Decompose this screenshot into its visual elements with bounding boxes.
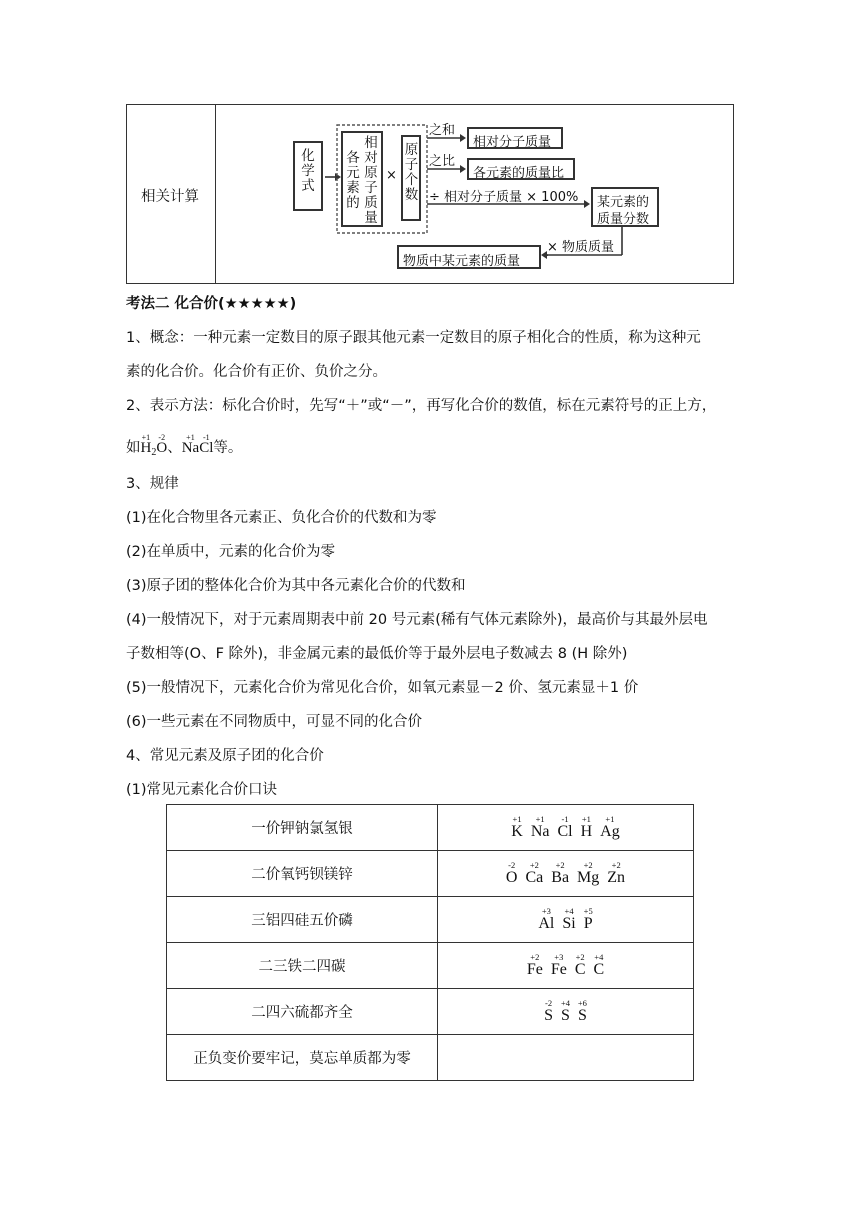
element-symbol: H	[580, 823, 593, 840]
rule-2: (2)在单质中，元素的化合价为零	[126, 544, 336, 560]
table-row	[167, 897, 694, 943]
chemical-formula-box	[293, 141, 323, 211]
valence-number: +2	[529, 860, 539, 870]
valence-number: -2	[508, 860, 516, 870]
element-with-valence	[525, 860, 543, 887]
chemical-formula-text: 化学式	[301, 148, 315, 194]
element-symbol: Si	[562, 915, 576, 932]
element-symbol: C	[574, 961, 586, 978]
rhyme-cell: 二四六硫都齐全	[167, 989, 438, 1035]
table-row	[167, 1035, 694, 1081]
rules-heading: 3、规律	[126, 476, 179, 492]
valence-cell	[438, 943, 694, 989]
element-mass-text: 物质中某元素的质量	[403, 254, 521, 269]
ratio-result-text: 各元素的质量比	[473, 166, 565, 181]
valence-number: +4	[564, 906, 574, 916]
element-with-valence	[561, 998, 570, 1025]
mass-fraction-box	[591, 187, 659, 227]
valence-rhyme-table	[166, 804, 694, 1081]
sum-label: 之和	[429, 123, 456, 138]
rhyme-cell: 一价钾钠氯氢银	[167, 805, 438, 851]
element-symbol: S	[577, 1007, 587, 1024]
rule-4-line1: (4)一般情况下，对于元素周期表中前 20 号元素(稀有气体元素除外)，最高价与其最外层电	[126, 612, 708, 628]
valence-number: +4	[594, 952, 604, 962]
element-with-valence	[594, 952, 605, 979]
cl-valence: -1	[202, 433, 210, 442]
valence-number: +4	[560, 998, 571, 1008]
valence-number: +2	[583, 860, 593, 870]
cl-text: Cl	[199, 440, 214, 456]
element-symbol: Zn	[607, 869, 626, 886]
rule-6: (6)一些元素在不同物质中，可显不同的化合价	[126, 714, 423, 730]
mass-times-label: × 物质质量	[547, 240, 615, 255]
rhyme-heading: (1)常见元素化合价口诀	[126, 782, 278, 798]
notation-line1: 2、表示方法：标化合价时，先写“＋”或“－”，再写化合价的数值，标在元素符号的正上方，	[126, 398, 717, 414]
notation-example-line	[126, 433, 243, 463]
valence-cell	[438, 989, 694, 1035]
o-valence: -2	[158, 433, 166, 442]
element-symbol: C	[593, 961, 605, 978]
na-symbol	[181, 433, 200, 458]
element-symbol: S	[561, 1007, 570, 1024]
valence-number: +2	[530, 952, 540, 962]
element-with-valence	[527, 952, 543, 979]
calculation-flowchart	[127, 105, 733, 283]
h-symbol	[140, 433, 152, 458]
valence-cell	[438, 1035, 694, 1081]
relative-atomic-mass-text: 相对原子质量	[364, 135, 378, 226]
element-with-valence	[584, 906, 593, 933]
element-with-valence	[506, 860, 518, 887]
times-sign: ×	[386, 168, 397, 183]
notation-prefix: 如	[126, 440, 141, 456]
table-row	[167, 943, 694, 989]
element-with-valence	[600, 814, 620, 841]
table-row	[167, 805, 694, 851]
rule-5: (5)一般情况下，元素化合价为常见化合价，如氧元素显－2 价、氢元素显＋1 价	[126, 680, 639, 696]
notation-suffix: 等。	[213, 440, 243, 456]
valence-number: -1	[561, 814, 569, 824]
element-with-valence	[562, 906, 575, 933]
valence-number: +6	[577, 998, 587, 1008]
o-text: O	[156, 440, 168, 456]
rhyme-cell: 正负变价要牢记，莫忘单质都为零	[167, 1035, 438, 1081]
section-title: 考法二 化合价(★★★★★)	[126, 296, 297, 312]
element-mass-box	[397, 245, 541, 269]
valence-cell	[438, 897, 694, 943]
sum-result-text: 相对分子质量	[473, 135, 552, 150]
sum-result-box	[467, 127, 563, 149]
element-with-valence	[544, 998, 553, 1025]
rule-1: (1)在化合物里各元素正、负化合价的代数和为零	[126, 510, 437, 526]
element-with-valence	[607, 860, 625, 887]
element-with-valence	[577, 860, 599, 887]
na-valence: +1	[186, 433, 195, 442]
rule-3: (3)原子团的整体化合价为其中各元素化合价的代数和	[126, 578, 466, 594]
element-symbol: Fe	[526, 961, 543, 978]
h-text: H	[140, 440, 152, 456]
rule-4-line2: 子数相等(O、F 除外)，非金属元素的最低价等于最外层电子数减去 8 (H 除外)	[126, 646, 628, 662]
ratio-label: 之比	[429, 154, 456, 169]
valence-number: +3	[554, 952, 564, 962]
rhyme-cell: 二价氧钙钡镁锌	[167, 851, 438, 897]
mass-fraction-line1: 某元素的	[597, 195, 650, 210]
valence-number: +2	[555, 860, 565, 870]
element-symbol: Ca	[525, 869, 544, 886]
valence-cell	[438, 805, 694, 851]
element-symbol: Ba	[551, 869, 570, 886]
valence-number: +1	[512, 814, 522, 824]
element-with-valence	[575, 952, 586, 979]
rhyme-cell: 二三铁二四碳	[167, 943, 438, 989]
h-valence: +1	[141, 433, 151, 442]
valence-number: +1	[535, 814, 545, 824]
calc-row-label: 相关计算	[141, 189, 199, 205]
element-with-valence	[578, 998, 587, 1025]
element-symbol: Fe	[550, 961, 567, 978]
valence-number: +1	[581, 814, 591, 824]
ratio-result-box	[467, 158, 575, 180]
common-valence-heading: 4、常见元素及原子团的化合价	[126, 748, 324, 764]
element-symbol: Na	[530, 823, 550, 840]
element-with-valence	[531, 814, 550, 841]
element-with-valence	[538, 906, 554, 933]
calculation-table	[126, 104, 734, 284]
element-with-valence	[551, 860, 569, 887]
valence-number: -2	[545, 998, 553, 1008]
valence-number: +2	[611, 860, 621, 870]
table-row	[167, 851, 694, 897]
element-symbol: K	[511, 823, 523, 840]
element-symbol: S	[544, 1007, 554, 1024]
atom-count-text: 原子个数	[404, 142, 419, 203]
element-with-valence	[511, 814, 523, 841]
relative-atomic-mass-box	[341, 131, 383, 227]
concept-line2: 素的化合价。化合价有正价、负价之分。	[126, 364, 387, 380]
element-symbol: Ag	[600, 823, 620, 840]
valence-cell	[438, 851, 694, 897]
element-with-valence	[557, 814, 572, 841]
relative-atomic-mass-prefix: 各元素的	[346, 150, 360, 211]
element-with-valence	[551, 952, 567, 979]
notation-separator: 、	[167, 440, 182, 456]
o-symbol	[156, 433, 168, 458]
element-symbol: Al	[538, 915, 555, 932]
valence-number: +1	[605, 814, 615, 824]
divide-label: ÷ 相对分子质量 × 100%	[429, 190, 579, 205]
element-symbol: P	[583, 915, 593, 932]
element-symbol: O	[505, 869, 518, 886]
cl-symbol	[199, 433, 214, 458]
rhyme-cell: 三铝四硅五价磷	[167, 897, 438, 943]
na-text: Na	[181, 440, 200, 456]
valence-number: +3	[541, 906, 551, 916]
element-symbol: Mg	[577, 869, 600, 886]
table-row	[167, 989, 694, 1035]
valence-number: +2	[575, 952, 585, 962]
h-subscript: 2	[151, 447, 157, 458]
element-symbol: Cl	[557, 823, 573, 840]
mass-fraction-line2: 质量分数	[597, 212, 650, 227]
element-with-valence	[581, 814, 593, 841]
valence-number: +5	[583, 906, 593, 916]
atom-count-box	[401, 135, 421, 221]
concept-line1: 1、概念：一种元素一定数目的原子跟其他元素一定数目的原子相化合的性质，称为这种元	[126, 330, 701, 346]
